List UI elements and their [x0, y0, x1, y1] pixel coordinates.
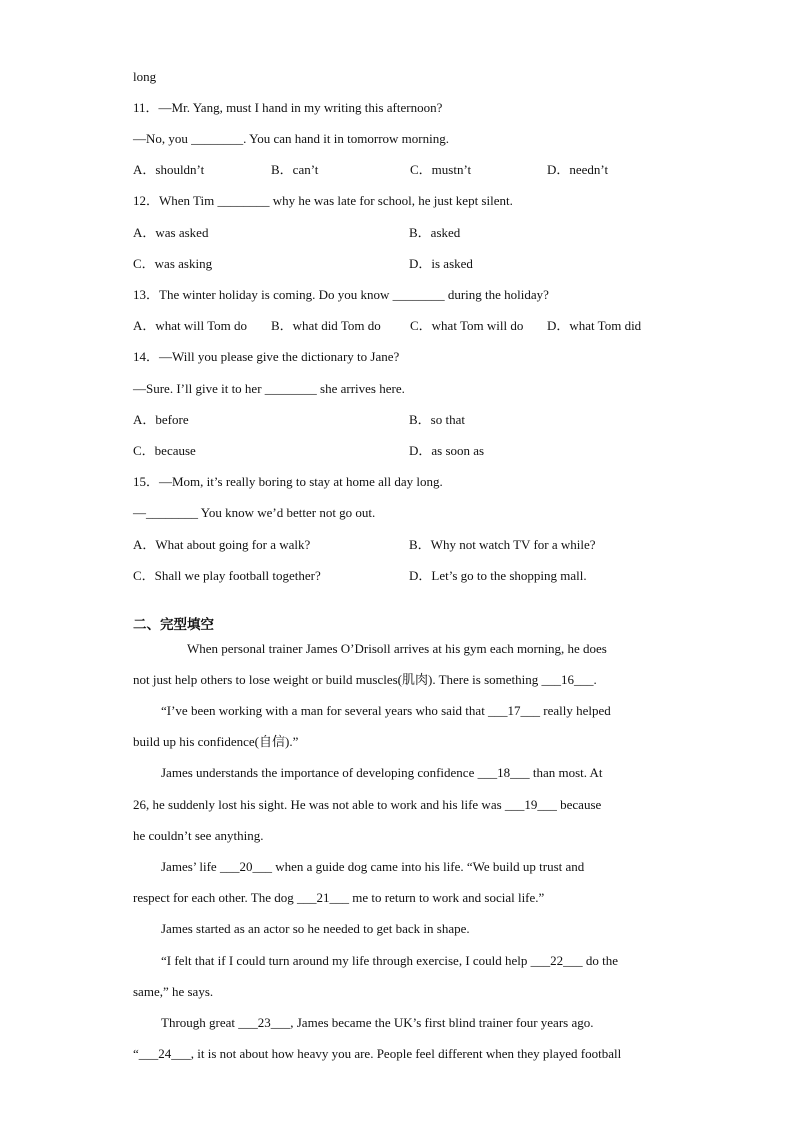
- q14-stem: 14．—Will you please give the dictionary to Jane?: [133, 349, 400, 364]
- q12-option-d: D．is asked: [409, 256, 473, 271]
- passage-line: same,” he says.: [133, 984, 214, 999]
- passage-line: not just help others to lose weight or build muscles(肌肉). There is something ___16___.: [133, 672, 597, 687]
- q13-option-c: C．what Tom will do: [410, 318, 524, 333]
- passage-line: James started as an actor so he needed to get back in shape.: [161, 921, 470, 936]
- passage-line: build up his confidence(自信).”: [133, 734, 299, 749]
- passage-line: James understands the importance of developing confidence ___18___ than most. At: [161, 765, 603, 780]
- section-title-cloze: 二、完型填空: [133, 617, 214, 633]
- q14-option-b: B．so that: [409, 412, 465, 427]
- q11-stem: 11．—Mr. Yang, must I hand in my writing this afternoon?: [133, 100, 443, 115]
- q15-option-a: A．What about going for a walk?: [133, 537, 311, 552]
- q11-option-c: C．mustn’t: [410, 162, 472, 177]
- q10-tail-text: long: [133, 69, 157, 84]
- passage-line: “I felt that if I could turn around my life through exercise, I could help ___22___ do the: [161, 953, 619, 968]
- q14-stem-2: —Sure. I’ll give it to her ________ she arrives here.: [133, 381, 405, 396]
- q11-option-d: D．needn’t: [547, 162, 609, 177]
- q11-stem-2: —No, you ________. You can hand it in tomorrow morning.: [133, 131, 449, 146]
- passage-line: When personal trainer James O’Drisoll arrives at his gym each morning, he does: [187, 641, 607, 656]
- q14-option-d: D．as soon as: [409, 443, 485, 458]
- passage-line: “___24___, it is not about how heavy you are. People feel different when they played football: [133, 1046, 622, 1061]
- q13-option-a: A．what will Tom do: [133, 318, 248, 333]
- passage-line: “I’ve been working with a man for several years who said that ___17___ really helped: [161, 703, 611, 718]
- q15-option-d: D．Let’s go to the shopping mall.: [409, 568, 587, 583]
- q12-stem: 12．When Tim ________ why he was late for school, he just kept silent.: [133, 193, 513, 208]
- q15-option-c: C．Shall we play football together?: [133, 568, 321, 583]
- q15-stem-2: —________ You know we’d better not go out.: [133, 505, 376, 520]
- passage-line: Through great ___23___, James became the UK’s first blind trainer four years ago.: [161, 1015, 594, 1030]
- q14-option-a: A．before: [133, 412, 189, 427]
- passage-line: he couldn’t see anything.: [133, 828, 264, 843]
- q12-option-b: B．asked: [409, 225, 461, 240]
- q15-stem: 15．—Mom, it’s really boring to stay at home all day long.: [133, 474, 443, 489]
- q14-option-c: C．because: [133, 443, 196, 458]
- q12-option-c: C．was asking: [133, 256, 213, 271]
- q12-option-a: A．was asked: [133, 225, 209, 240]
- q13-option-d: D．what Tom did: [547, 318, 642, 333]
- passage-line: James’ life ___20___ when a guide dog came into his life. “We build up trust and: [161, 859, 585, 874]
- q11-option-a: A．shouldn’t: [133, 162, 205, 177]
- q15-option-b: B．Why not watch TV for a while?: [409, 537, 596, 552]
- passage-line: 26, he suddenly lost his sight. He was not able to work and his life was ___19___ because: [133, 797, 602, 812]
- q13-stem: 13．The winter holiday is coming. Do you know ________ during the holiday?: [133, 287, 549, 302]
- passage-line: respect for each other. The dog ___21___ me to return to work and social life.”: [133, 890, 545, 905]
- q13-option-b: B．what did Tom do: [271, 318, 381, 333]
- q11-option-b: B．can’t: [271, 162, 319, 177]
